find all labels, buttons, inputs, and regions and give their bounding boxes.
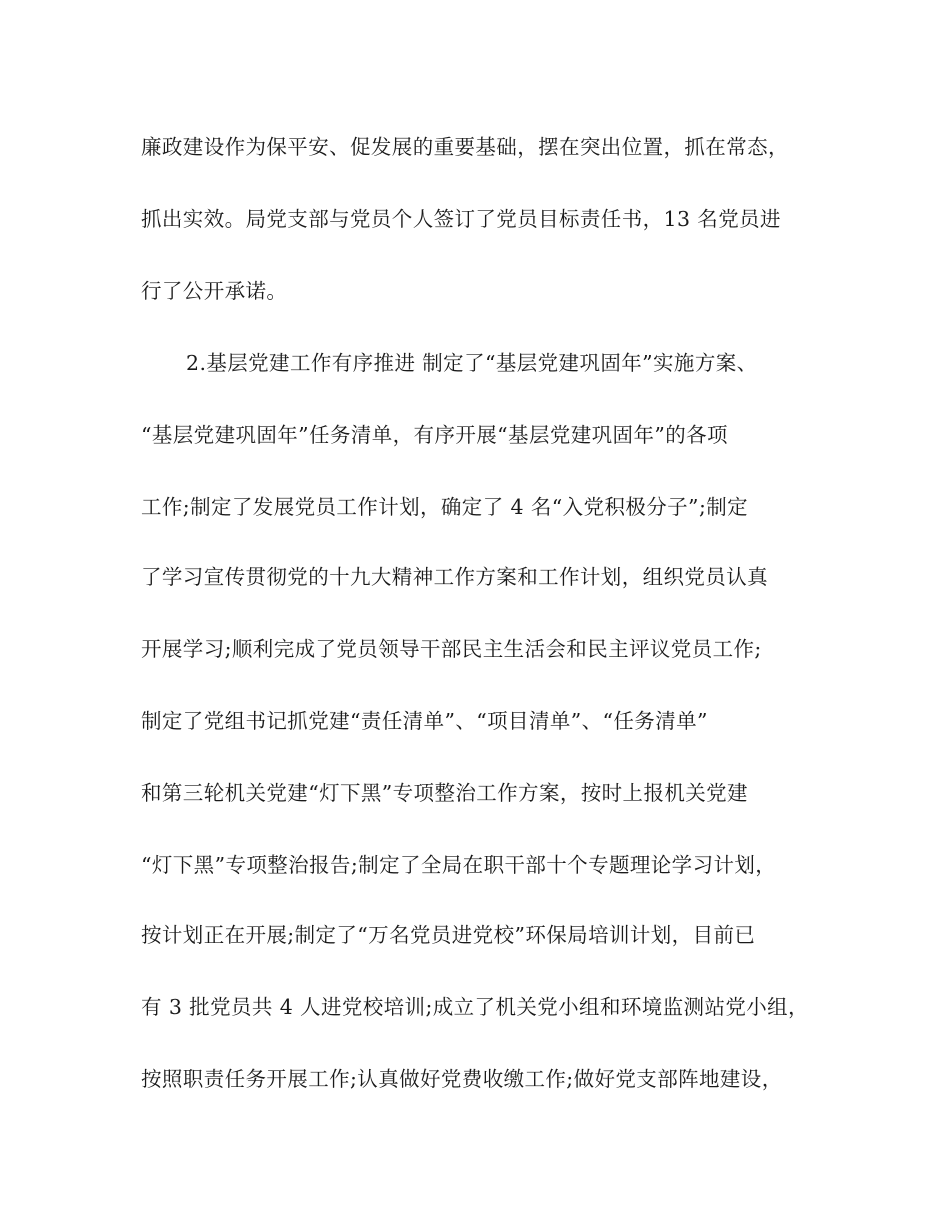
text-line: 了学习宣传贯彻党的十九大精神工作方案和工作计划，组织党员认真 xyxy=(141,565,768,589)
text-line: 和第三轮机关党建“灯下黑”专项整治工作方案，按时上报机关党建 xyxy=(141,781,748,805)
text-line: 工作;制定了发展党员工作计划，确定了 4 名“入党积极分子”;制定 xyxy=(141,495,749,519)
text-line: 开展学习;顺利完成了党员领导干部民主生活会和民主评议党员工作; xyxy=(141,637,762,661)
text-line: 行了公开承诺。 xyxy=(141,279,288,303)
text-line: 廉政建设作为保平安、促发展的重要基础，摆在突出位置，抓在常态， xyxy=(141,135,789,159)
text-line: 抓出实效。局党支部与党员个人签订了党员目标责任书，13 名党员进 xyxy=(141,207,781,231)
text-line: 有 3 批党员共 4 人进党校培训;成立了机关党小组和环境监测站党小组， xyxy=(141,995,809,1019)
text-line: 按计划正在开展;制定了“万名党员进党校”环保局培训计划，目前已 xyxy=(141,923,756,947)
text-line: 制定了党组书记抓党建“责任清单”、“项目清单”、“任务清单” xyxy=(141,709,708,733)
text-line: 按照职责任务开展工作;认真做好党费收缴工作;做好党支部阵地建设， xyxy=(141,1067,783,1091)
text-line: “基层党建巩固年”任务清单，有序开展“基层党建巩固年”的各项 xyxy=(141,423,728,447)
text-line: 2.基层党建工作有序推进 制定了“基层党建巩固年”实施方案、 xyxy=(186,351,758,375)
text-line: “灯下黑”专项整治报告;制定了全局在职干部十个专题理论学习计划， xyxy=(141,853,777,877)
